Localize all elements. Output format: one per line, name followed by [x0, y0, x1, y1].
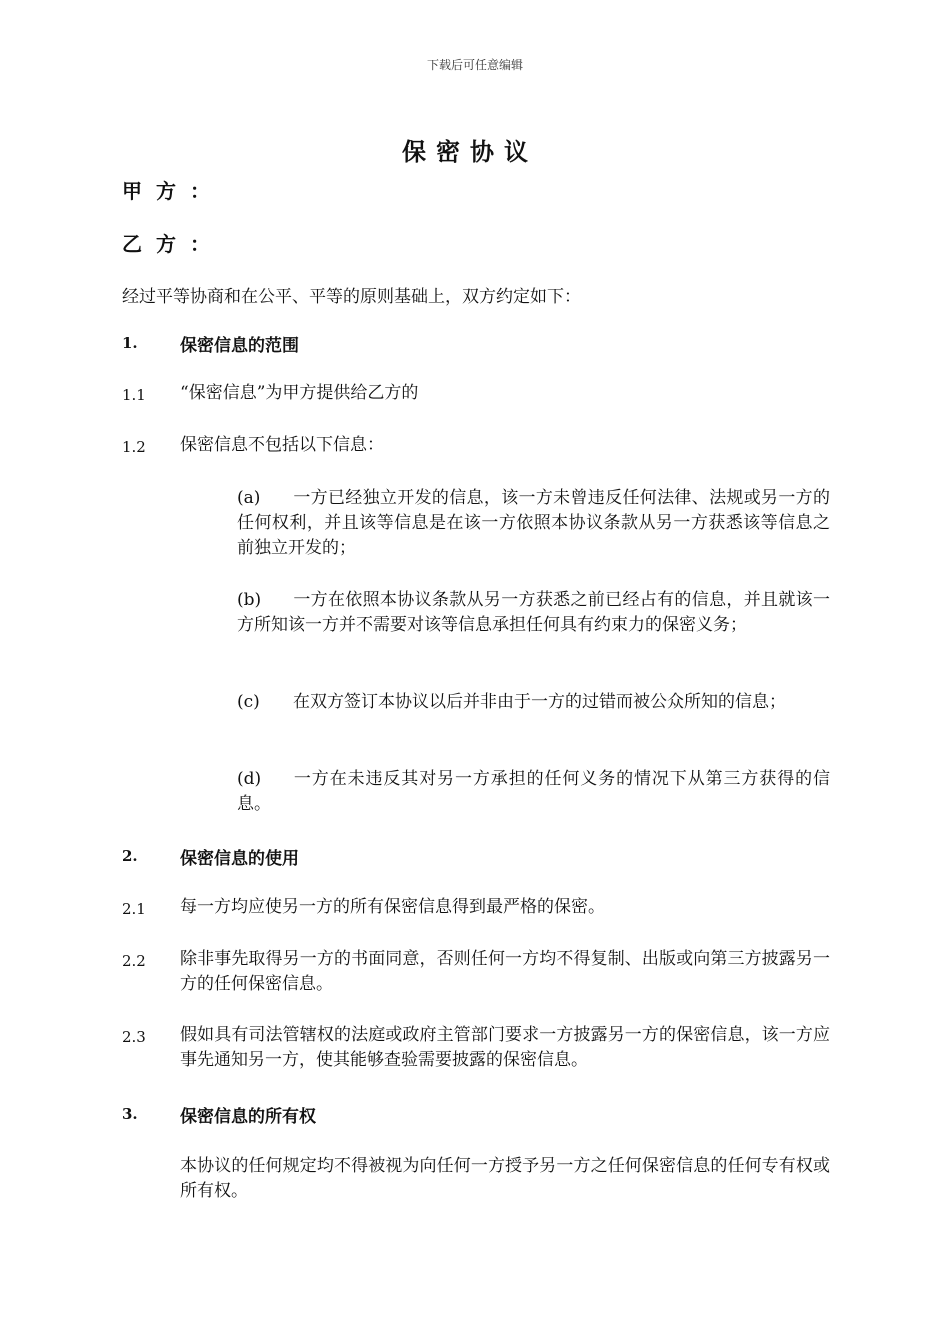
clause-1-1-number: 1.1 [122, 386, 146, 404]
clause-1-2-text: 保密信息不包括以下信息： [180, 435, 384, 455]
header-note: 下载后可任意编辑 [426, 58, 523, 72]
section-3-text: 本协议的任何规定均不得被视为向任何一方授予另一方之任何保密信息的任何专有权或所有权。 [180, 1156, 830, 1201]
intro-paragraph: 经过平等协商和在公平、平等的原则基础上，双方约定如下： [122, 287, 581, 307]
party-a-label: 甲方： [122, 179, 224, 203]
subitem-c-text: 在双方签订本协议以后并非由于一方的过错而被公众所知的信息； [293, 692, 786, 712]
clause-2-2-number: 2.2 [122, 952, 146, 970]
section-2-heading: 保密信息的使用 [180, 849, 299, 869]
clause-2-1-number: 2.1 [122, 900, 146, 918]
subitem-c [237, 690, 830, 715]
subitem-a [237, 486, 830, 561]
subitem-a-text: 一方已经独立开发的信息，该一方未曾违反任何法律、法规或另一方的任何权利，并且该等信息是在该一方依照本协议条款从另一方获悉该等信息之前独立开发的； [237, 488, 830, 558]
clause-2-2-text: 除非事先取得另一方的书面同意，否则任何一方均不得复制、出版或向第三方披露另一方的任何保密信息。 [180, 949, 830, 994]
section-3-number: 3. [122, 1105, 138, 1123]
subitem-b [237, 588, 830, 638]
document-title: 保密协议 [402, 137, 538, 166]
subitem-d-text: 一方在未违反其对另一方承担的任何义务的情况下从第三方获得的信息。 [237, 769, 830, 814]
section-1-number: 1. [122, 334, 138, 352]
clause-2-3-text: 假如具有司法管辖权的法庭或政府主管部门要求一方披露另一方的保密信息，该一方应事先通知另一方，使其能够查验需要披露的保密信息。 [180, 1025, 830, 1070]
section-1-heading: 保密信息的范围 [180, 336, 299, 356]
clause-1-1-text: “保密信息”为甲方提供给乙方的 [180, 383, 419, 403]
subitem-a-mark: (a) [237, 488, 261, 508]
subitem-d-mark: (d) [237, 769, 262, 789]
subitem-d [237, 767, 830, 817]
party-b-label: 乙方： [122, 232, 224, 256]
section-2-number: 2. [122, 847, 138, 865]
subitem-c-mark: (c) [237, 692, 260, 712]
subitem-b-text: 一方在依照本协议条款从另一方获悉之前已经占有的信息，并且就该一方所知该一方并不需要对该等信息承担任何具有约束力的保密义务； [237, 590, 830, 635]
clause-1-2-number: 1.2 [122, 438, 146, 456]
subitem-b-mark: (b) [237, 590, 262, 610]
section-3-heading: 保密信息的所有权 [180, 1107, 316, 1127]
clause-2-3-number: 2.3 [122, 1028, 146, 1046]
clause-2-1-text: 每一方均应使另一方的所有保密信息得到最严格的保密。 [180, 897, 605, 917]
